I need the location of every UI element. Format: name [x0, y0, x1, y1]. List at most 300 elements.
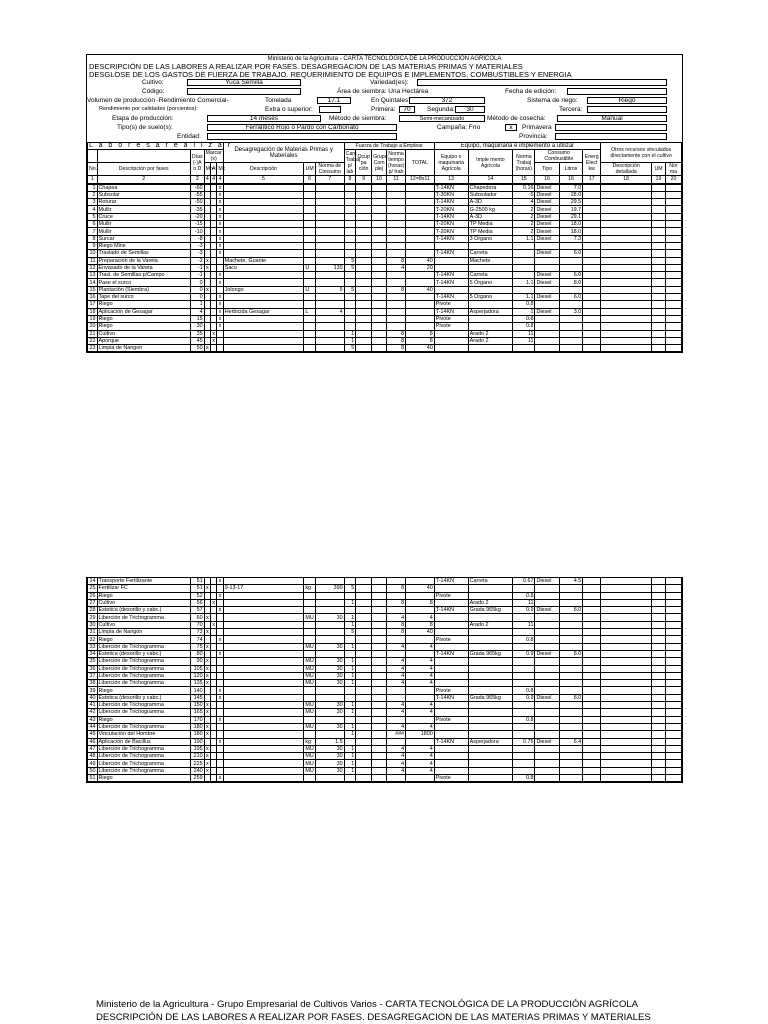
table-cell: [468, 242, 513, 249]
table-cell: Aplicación de Gesagar: [97, 308, 190, 315]
table-cell: T-14KN: [434, 308, 468, 315]
table-cell-empty: [652, 709, 666, 716]
table-cell: 12: [88, 264, 98, 271]
suelo-field[interactable]: Ferralítico Rojo o Pardo con Carbonato: [207, 124, 397, 131]
table-cell: U: [304, 286, 316, 293]
table-cell: Saco: [223, 264, 304, 271]
table-cell: [513, 345, 535, 352]
table-cell: x: [218, 301, 222, 308]
table-cell: 60: [190, 614, 204, 621]
table-cell: x: [218, 316, 222, 323]
table-cell-empty: [665, 206, 681, 213]
table-cell-empty: [601, 294, 652, 301]
table-cell-empty: [601, 760, 652, 767]
table-row: [88, 723, 682, 730]
table-cell: 4: [387, 672, 406, 679]
table-cell: [434, 672, 468, 679]
table-cell: 6.0: [559, 272, 582, 279]
table-cell: [559, 286, 582, 293]
table-cell: [315, 629, 344, 636]
table-cell: 74: [190, 636, 204, 643]
table-cell-empty: [583, 753, 601, 760]
table-cell: T-14KN: [434, 199, 468, 206]
table-row: [88, 279, 682, 286]
table-cell: [468, 767, 513, 774]
table-cell: [535, 585, 559, 592]
table-cell: 17: [88, 301, 98, 308]
column-number: 17: [583, 176, 601, 183]
table-cell: [356, 621, 372, 628]
table-cell: 195: [190, 745, 204, 752]
table-cell-empty: [601, 614, 652, 621]
table-cell: [304, 213, 316, 220]
table-cell: [535, 301, 559, 308]
table-row: [88, 680, 682, 687]
table-cell: [513, 629, 535, 636]
table-cell: [356, 301, 372, 308]
table-cell: 30: [315, 709, 344, 716]
table-cell: 390: [315, 585, 344, 592]
table-cell-empty: [665, 731, 681, 738]
table-cell: x: [212, 337, 216, 344]
table-cell: [387, 242, 406, 249]
column-number: 10: [372, 176, 387, 183]
table-cell: [468, 614, 513, 621]
table-cell: 40: [406, 286, 435, 293]
table-cell: [434, 658, 468, 665]
table-row: [88, 731, 682, 738]
table-row: [88, 272, 682, 279]
table-row: [88, 184, 682, 191]
table-cell: [434, 599, 468, 606]
table-cell: [223, 228, 304, 235]
table-cell: [406, 250, 435, 257]
table-cell: [223, 235, 304, 242]
table-cell: 4: [387, 760, 406, 767]
table-cell: [344, 716, 356, 723]
table-cell: [356, 723, 372, 730]
table-cell: [223, 636, 304, 643]
table-row: [88, 643, 682, 650]
table-cell: [315, 578, 344, 585]
table-cell: 190: [190, 738, 204, 745]
table-cell: [223, 294, 304, 301]
table-cell: [468, 716, 513, 723]
primavera-field[interactable]: [555, 124, 667, 131]
table-cell: -35: [190, 206, 204, 213]
table-cell: 1: [344, 731, 356, 738]
descripcion-heading: Descripción: [223, 163, 304, 176]
table-cell: -60: [190, 184, 204, 191]
table-cell: 13: [88, 272, 98, 279]
table-cell: x: [218, 192, 222, 199]
um-heading: UM: [304, 163, 316, 176]
table-cell: [372, 337, 387, 344]
table-cell-empty: [652, 279, 666, 286]
entidad-field[interactable]: [207, 133, 397, 140]
table-cell: [559, 760, 582, 767]
table-cell: [372, 191, 387, 198]
variedad-field[interactable]: [417, 79, 667, 86]
table-cell: [304, 599, 316, 606]
table-cell: [223, 629, 304, 636]
table-cell: Liberción de Trichogramma: [97, 614, 190, 621]
table-cell: [406, 308, 435, 315]
cant-heading: Cant Trabaj p/ lab: [345, 150, 361, 175]
table-cell: 20: [406, 264, 435, 271]
table-cell: [468, 585, 513, 592]
codigo-label: Código:: [142, 88, 165, 95]
table-cell: [304, 775, 316, 782]
table-cell: 34: [88, 650, 98, 657]
table-cell: [513, 680, 535, 687]
table-cell: [387, 687, 406, 694]
etapa-field[interactable]: 14 meses: [207, 115, 321, 122]
table-cell-empty: [583, 242, 601, 249]
table-cell-empty: [652, 775, 666, 782]
table-cell: [387, 184, 406, 191]
table-cell: x: [218, 651, 222, 658]
table-cell: T-14KN: [434, 250, 468, 257]
table-cell: Plantación (Siembra): [97, 286, 190, 293]
table-cell: [406, 242, 435, 249]
extra-field[interactable]: [319, 106, 341, 113]
table-cell: [406, 235, 435, 242]
table-cell: [559, 716, 582, 723]
column-number: 3: [190, 176, 204, 183]
table-cell: [434, 702, 468, 709]
table-row: [88, 308, 682, 315]
siembra-field[interactable]: Semi-mecanizado: [399, 115, 485, 122]
table-cell: [559, 323, 582, 330]
table-cell-empty: [601, 578, 652, 585]
table-cell: 1: [344, 709, 356, 716]
table-cell: [356, 213, 372, 220]
table-cell: [513, 753, 535, 760]
table-cell: Diesel: [535, 694, 559, 701]
table-cell: 40: [88, 694, 98, 701]
table-cell: [344, 242, 356, 249]
table-cell: 8: [387, 337, 406, 344]
table-cell: 4: [406, 680, 435, 687]
table-cell: [535, 614, 559, 621]
table-cell-empty: [601, 272, 652, 279]
at-heading: At: [210, 163, 216, 176]
table-cell: 73: [190, 629, 204, 636]
table-cell: MU: [305, 767, 314, 774]
table-cell: [356, 294, 372, 301]
table-cell: [372, 694, 387, 701]
table-cell: -8: [190, 235, 204, 242]
table-cell: 29.1: [559, 213, 582, 220]
table-row: [88, 337, 682, 344]
table-cell-empty: [583, 621, 601, 628]
table-cell: Arado 2: [468, 330, 513, 337]
column-number: 2: [97, 176, 190, 183]
cosecha-label: Método de cosecha:: [487, 115, 546, 122]
table-cell: [356, 643, 372, 650]
table-cell: [372, 767, 387, 774]
table-cell: T-20KN: [434, 228, 468, 235]
table-cell-empty: [601, 206, 652, 213]
table-cell: [223, 687, 304, 694]
table-cell: Mullir: [97, 206, 190, 213]
table-cell: 4: [406, 767, 435, 774]
table-cell: Aplicación de Bacillus: [97, 738, 190, 745]
table-cell: [315, 301, 344, 308]
table-cell: [344, 199, 356, 206]
table-cell: [434, 767, 468, 774]
table-cell-empty: [665, 213, 681, 220]
table-cell: 30: [315, 723, 344, 730]
table-cell: [315, 272, 344, 279]
table-cell: 4: [406, 753, 435, 760]
provincia-field[interactable]: [555, 133, 667, 140]
table-cell: [513, 767, 535, 774]
table-cell: [535, 745, 559, 752]
table-cell: x: [218, 279, 222, 286]
table-cell-empty: [583, 301, 601, 308]
segunda-field[interactable]: 30: [455, 106, 485, 113]
table-cell: x: [205, 265, 209, 271]
table-cell: 4: [513, 199, 535, 206]
table-cell: [304, 621, 316, 628]
table-cell: [223, 242, 304, 249]
table-cell: -1: [190, 264, 204, 271]
table-cell: x: [212, 330, 216, 337]
column-number: 20: [665, 176, 681, 183]
table-cell-empty: [665, 264, 681, 271]
table-cell-empty: [583, 614, 601, 621]
table-cell: x: [218, 636, 222, 643]
table-cell: 18: [88, 308, 98, 315]
table-cell: 0: [190, 294, 204, 301]
table-cell: [559, 264, 582, 271]
table-cell: ###: [387, 731, 406, 738]
table-cell: [372, 221, 387, 228]
table-cell: [535, 672, 559, 679]
table-cell: [468, 753, 513, 760]
table-cell: Riego: [97, 687, 190, 694]
table-cell: Diesel: [535, 184, 559, 191]
table-cell: [356, 709, 372, 716]
table-cell: 130: [315, 264, 344, 271]
table-cell: [356, 665, 372, 672]
table-cell: MU: [305, 643, 314, 650]
riego-field[interactable]: Riego: [587, 97, 667, 104]
table-cell: 1: [344, 643, 356, 650]
table-cell: [387, 294, 406, 301]
table-cell: [223, 665, 304, 672]
table-cell: [356, 308, 372, 315]
table-cell: 51: [88, 775, 98, 782]
table-cell: [304, 330, 316, 337]
table-cell: Diesel: [535, 279, 559, 286]
table-cell-empty: [652, 680, 666, 687]
table-cell: [559, 242, 582, 249]
table-cell: Diesel: [535, 221, 559, 228]
cultivo-field[interactable]: Yuca Semilla: [187, 79, 301, 86]
table-cell: [468, 702, 513, 709]
table-cell: [315, 221, 344, 228]
table-cell-empty: [601, 636, 652, 643]
table-cell-empty: [583, 723, 601, 730]
table-cell: 8: [387, 585, 406, 592]
tercera-field[interactable]: [587, 106, 667, 113]
table-cell: Pivote: [434, 636, 468, 643]
table-cell: 1: [344, 621, 356, 628]
table-cell-empty: [583, 213, 601, 220]
table-cell: 70: [190, 621, 204, 628]
table-cell-empty: [665, 672, 681, 679]
table-cell: [223, 745, 304, 752]
table-cell: [304, 687, 316, 694]
table-cell: x: [218, 738, 222, 745]
table-cell: Liberción de Trichogramma: [97, 767, 190, 774]
table-cell: T-14KN: [434, 294, 468, 301]
campana-field[interactable]: x: [505, 124, 517, 131]
table-cell-empty: [601, 672, 652, 679]
table-cell: [387, 308, 406, 315]
table-cell-empty: [652, 221, 666, 228]
table-cell: [434, 242, 468, 249]
table-cell: MU: [305, 702, 314, 709]
table-cell: 3.0: [559, 308, 582, 315]
table-cell: -3: [190, 242, 204, 249]
table-cell: 11: [513, 599, 535, 606]
table-cell-empty: [665, 221, 681, 228]
table-cell: [372, 272, 387, 279]
table-cell: [559, 345, 582, 352]
table-cell: [344, 578, 356, 585]
table-cell: [468, 760, 513, 767]
table-cell: x: [205, 724, 209, 731]
table-row: [88, 599, 682, 606]
cosecha-field[interactable]: Manual: [557, 115, 667, 122]
table-row: [88, 228, 682, 235]
table-cell: [372, 323, 387, 330]
table-cell: T-14KN: [434, 694, 468, 701]
campana-label: Campaña: Frío: [437, 124, 481, 131]
primera-field[interactable]: 70: [399, 106, 415, 113]
table-cell: [513, 745, 535, 752]
table-cell: [372, 294, 387, 301]
table-row: [88, 775, 682, 782]
table-cell: [535, 680, 559, 687]
table-cell: 45: [190, 337, 204, 344]
table-cell: [344, 213, 356, 220]
table-cell: Herbicida Gesagar: [223, 308, 304, 315]
table-cell: [406, 206, 435, 213]
table-cell-empty: [652, 614, 666, 621]
table-cell: [372, 286, 387, 293]
table-cell: [356, 636, 372, 643]
table-cell: [356, 199, 372, 206]
table-cell: x: [218, 199, 222, 206]
table-cell: x: [218, 775, 222, 782]
table-row: [88, 672, 682, 679]
no-heading: No.: [88, 163, 98, 176]
mn-heading: Mn: [204, 163, 210, 176]
table-cell: 1: [344, 760, 356, 767]
fecha-field[interactable]: [567, 88, 667, 95]
table-cell: [315, 599, 344, 606]
table-cell: [513, 731, 535, 738]
codigo-field[interactable]: [187, 88, 301, 95]
table-cell: 4: [387, 665, 406, 672]
table-cell: [304, 716, 316, 723]
table-cell: [356, 279, 372, 286]
table-cell: 8: [387, 286, 406, 293]
table-cell: [406, 694, 435, 701]
table-cell: [304, 607, 316, 614]
table-cell-empty: [601, 228, 652, 235]
table-cell-empty: [601, 745, 652, 752]
table-cell: Grada 965kg: [468, 694, 513, 701]
table-cell: 5: [344, 629, 356, 636]
quintales-field[interactable]: 372: [409, 97, 485, 104]
table-cell: 52: [190, 592, 204, 599]
tercera-label: Tercera:: [559, 106, 583, 113]
column-number: 18: [601, 176, 652, 183]
table-cell: x: [205, 760, 209, 767]
table-cell: x: [205, 767, 209, 774]
table-cell: 30: [315, 767, 344, 774]
table-cell: x: [218, 694, 222, 701]
table-cell-empty: [583, 650, 601, 657]
table-cell-empty: [665, 337, 681, 344]
table-cell: [223, 345, 304, 352]
table-cell: Liberción de Trichogramma: [97, 680, 190, 687]
column-number: 8: [344, 176, 356, 183]
table-row: [88, 658, 682, 665]
table-cell: [434, 723, 468, 730]
table-cell-empty: [601, 621, 652, 628]
table-cell: 1: [513, 308, 535, 315]
table-cell: [372, 199, 387, 206]
table-cell: [223, 680, 304, 687]
table-cell: [387, 323, 406, 330]
table-cell: [468, 658, 513, 665]
table-cell: Diesel: [535, 250, 559, 257]
table-cell: [434, 257, 468, 264]
table-cell: [356, 614, 372, 621]
table-cell: 16: [88, 294, 98, 301]
table-cell: [315, 242, 344, 249]
table-cell: T-20KN: [434, 221, 468, 228]
table-cell: [513, 643, 535, 650]
table-cell: Pivote: [434, 301, 468, 308]
desc-detallada-heading: Descripción detallada: [601, 163, 652, 176]
table-cell: 8: [387, 621, 406, 628]
table-cell: [387, 221, 406, 228]
table-cell: [315, 345, 344, 352]
table-cell: 1: [190, 301, 204, 308]
page-footer: [96, 998, 696, 1024]
table-cell: 145: [190, 694, 204, 701]
table-cell: [223, 716, 304, 723]
table-cell: [356, 599, 372, 606]
volumen-field[interactable]: 17.1: [317, 97, 351, 104]
table-cell: [406, 687, 435, 694]
table-cell: [387, 272, 406, 279]
table-cell-empty: [583, 592, 601, 599]
table-cell: 30: [315, 658, 344, 665]
table-cell: 51: [190, 578, 204, 585]
table-cell: [344, 315, 356, 322]
table-cell-empty: [652, 191, 666, 198]
table-cell: [356, 184, 372, 191]
